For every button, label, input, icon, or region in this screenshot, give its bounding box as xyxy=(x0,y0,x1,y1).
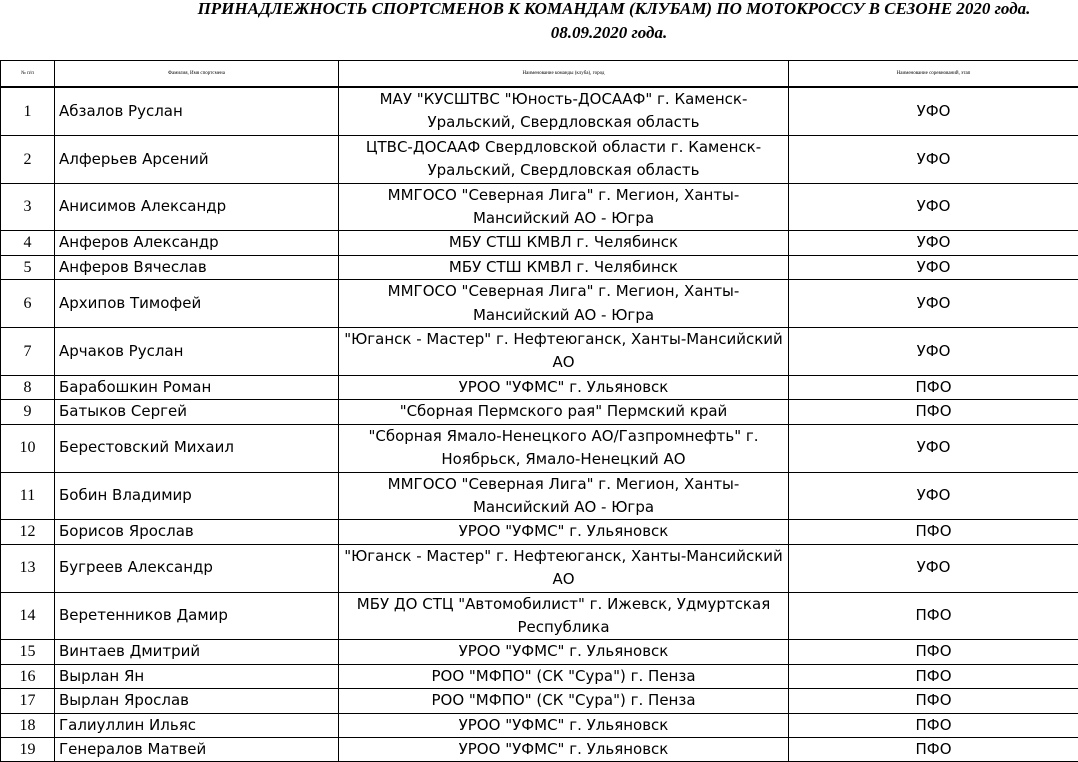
athlete-name: Анисимов Александр xyxy=(55,183,339,231)
athlete-name: Абзалов Руслан xyxy=(55,87,339,135)
team-name: "Юганск - Мастер" г. Нефтеюганск, Ханты-Мансийский АО xyxy=(339,328,789,376)
document-date: 08.09.2020 года. xyxy=(70,21,1078,45)
table-row xyxy=(1,183,1078,231)
athletes-table xyxy=(0,60,1078,762)
row-number: 4 xyxy=(1,231,55,255)
athlete-name: Анферов Вячеслав xyxy=(55,255,339,279)
row-number: 2 xyxy=(1,135,55,183)
region-code: ПФО xyxy=(789,713,1078,737)
column-header-team: Наименование команды (клуба), город xyxy=(339,61,789,88)
row-number: 13 xyxy=(1,544,55,592)
row-number: 9 xyxy=(1,400,55,424)
athlete-name: Борисов Ярослав xyxy=(55,520,339,544)
athlete-name: Батыков Сергей xyxy=(55,400,339,424)
table-header-row xyxy=(1,61,1078,88)
region-code: УФО xyxy=(789,231,1078,255)
athlete-name: Архипов Тимофей xyxy=(55,280,339,328)
region-code: ПФО xyxy=(789,520,1078,544)
team-name: ММГОСО "Северная Лига" г. Мегион, Ханты-Мансийский АО - Югра xyxy=(339,183,789,231)
team-name: УРОО "УФМС" г. Ульяновск xyxy=(339,737,789,761)
region-code: УФО xyxy=(789,280,1078,328)
region-code: УФО xyxy=(789,424,1078,472)
team-name: МБУ СТШ КМВЛ г. Челябинск xyxy=(339,255,789,279)
team-name: РОО "МФПО" (СК "Сура") г. Пенза xyxy=(339,664,789,688)
row-number: 5 xyxy=(1,255,55,279)
region-code: УФО xyxy=(789,544,1078,592)
document-title: ПРИНАДЛЕЖНОСТЬ СПОРТСМЕНОВ К КОМАНДАМ (КЛУБАМ) ПО МОТОКРОССУ В СЕЗОНЕ 2020 года. xyxy=(75,0,1078,21)
athlete-name: Алферьев Арсений xyxy=(55,135,339,183)
athlete-name: Веретенников Дамир xyxy=(55,592,339,640)
team-name: ММГОСО "Северная Лига" г. Мегион, Ханты-Мансийский АО - Югра xyxy=(339,472,789,520)
row-number: 1 xyxy=(1,87,55,135)
athlete-name: Барабошкин Роман xyxy=(55,375,339,399)
column-header-num: № п/п xyxy=(1,61,55,88)
table-row xyxy=(1,328,1078,376)
team-name: УРОО "УФМС" г. Ульяновск xyxy=(339,375,789,399)
team-name: "Сборная Ямало-Ненецкого АО/Газпромнефть" г. Ноябрьск, Ямало-Ненецкий АО xyxy=(339,424,789,472)
table-row xyxy=(1,280,1078,328)
table-row xyxy=(1,472,1078,520)
table-row xyxy=(1,544,1078,592)
team-name: МБУ ДО СТЦ "Автомобилист" г. Ижевск, Удмуртская Республика xyxy=(339,592,789,640)
region-code: ПФО xyxy=(789,664,1078,688)
region-code: ПФО xyxy=(789,592,1078,640)
row-number: 10 xyxy=(1,424,55,472)
row-number: 12 xyxy=(1,520,55,544)
table-row xyxy=(1,375,1078,399)
row-number: 11 xyxy=(1,472,55,520)
table-row xyxy=(1,87,1078,135)
table-row xyxy=(1,424,1078,472)
region-code: УФО xyxy=(789,87,1078,135)
athlete-name: Генералов Матвей xyxy=(55,737,339,761)
row-number: 14 xyxy=(1,592,55,640)
row-number: 19 xyxy=(1,737,55,761)
athlete-name: Галиуллин Ильяс xyxy=(55,713,339,737)
table-row xyxy=(1,737,1078,761)
region-code: ПФО xyxy=(789,375,1078,399)
table-row xyxy=(1,255,1078,279)
team-name: РОО "МФПО" (СК "Сура") г. Пенза xyxy=(339,689,789,713)
athlete-name: Бобин Владимир xyxy=(55,472,339,520)
table-row xyxy=(1,520,1078,544)
team-name: "Сборная Пермского рая" Пермский край xyxy=(339,400,789,424)
team-name: УРОО "УФМС" г. Ульяновск xyxy=(339,520,789,544)
athlete-name: Арчаков Руслан xyxy=(55,328,339,376)
column-header-name: Фамилия, Имя спортсмена xyxy=(55,61,339,88)
row-number: 15 xyxy=(1,640,55,664)
team-name: "Юганск - Мастер" г. Нефтеюганск, Ханты-Мансийский АО xyxy=(339,544,789,592)
table-row xyxy=(1,640,1078,664)
column-header-region: Наименование соревнований, этап xyxy=(789,61,1078,88)
athlete-name: Вырлан Ярослав xyxy=(55,689,339,713)
row-number: 16 xyxy=(1,664,55,688)
region-code: ПФО xyxy=(789,400,1078,424)
row-number: 7 xyxy=(1,328,55,376)
team-name: ЦТВС-ДОСААФ Свердловской области г. Каменск-Уральский, Свердловская область xyxy=(339,135,789,183)
team-name: МБУ СТШ КМВЛ г. Челябинск xyxy=(339,231,789,255)
team-name: ММГОСО "Северная Лига" г. Мегион, Ханты-Мансийский АО - Югра xyxy=(339,280,789,328)
row-number: 18 xyxy=(1,713,55,737)
athlete-name: Анферов Александр xyxy=(55,231,339,255)
region-code: УФО xyxy=(789,328,1078,376)
region-code: УФО xyxy=(789,183,1078,231)
region-code: ПФО xyxy=(789,737,1078,761)
region-code: ПФО xyxy=(789,689,1078,713)
table-row xyxy=(1,231,1078,255)
table-row xyxy=(1,713,1078,737)
athlete-name: Бугреев Александр xyxy=(55,544,339,592)
table-row xyxy=(1,135,1078,183)
table-row xyxy=(1,400,1078,424)
row-number: 8 xyxy=(1,375,55,399)
table-row xyxy=(1,592,1078,640)
region-code: УФО xyxy=(789,472,1078,520)
region-code: УФО xyxy=(789,135,1078,183)
athlete-name: Берестовский Михаил xyxy=(55,424,339,472)
athlete-name: Винтаев Дмитрий xyxy=(55,640,339,664)
table-body xyxy=(1,87,1078,762)
row-number: 17 xyxy=(1,689,55,713)
table-row xyxy=(1,664,1078,688)
region-code: ПФО xyxy=(789,640,1078,664)
row-number: 3 xyxy=(1,183,55,231)
team-name: УРОО "УФМС" г. Ульяновск xyxy=(339,640,789,664)
row-number: 6 xyxy=(1,280,55,328)
region-code: УФО xyxy=(789,255,1078,279)
table-row xyxy=(1,689,1078,713)
team-name: УРОО "УФМС" г. Ульяновск xyxy=(339,713,789,737)
athlete-name: Вырлан Ян xyxy=(55,664,339,688)
team-name: МАУ "КУСШТВС "Юность-ДОСААФ" г. Каменск-Уральский, Свердловская область xyxy=(339,87,789,135)
